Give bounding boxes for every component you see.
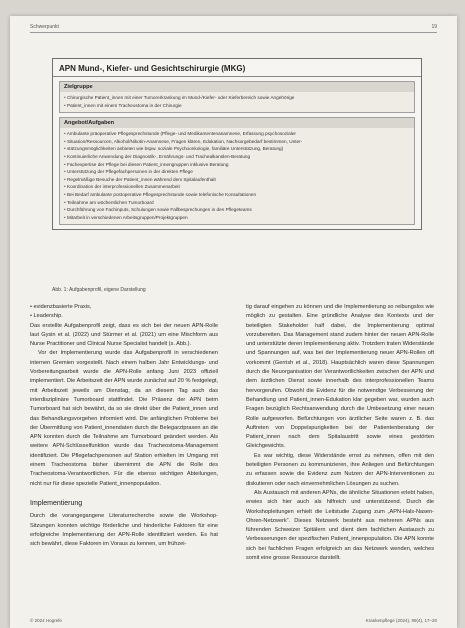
angebot-list [60, 128, 414, 224]
body-paragraph: Es war wichtig, diese Widerstände ernst zu nehmen, offen mit den beteiligten Personen zu kommunizieren, ihre Anliegen und Befürchtungen zu erfassen sowie die Evidenz zum Nutzen der APN-Interventionen zu diskutieren oder nach einvernehmlichen Lösungen zu suchen. [246, 452, 434, 487]
page-footer [30, 618, 437, 623]
page-number: 19 [431, 24, 437, 30]
figure-title: APN Mund-, Kiefer- und Gesichtschirurgie (MKG) [53, 59, 421, 77]
list-item: • Mitarbeit in verschiedenen Arbeitsgruppen/Projektgruppen [64, 214, 410, 222]
angebot-heading: Angebot/Aufgaben [60, 118, 414, 128]
section-label: Schwerpunkt [30, 24, 59, 30]
figure-caption: Abb. 1: Aufgabenprofil, eigene Darstellung [52, 287, 146, 293]
zielgruppe-heading: Zielgruppe [60, 82, 414, 92]
body-paragraph: Durch die vorangegangene Literaturrecherche sowie die Workshop-Sitzungen konnten wichtige förderliche und hinderliche Faktoren für eine erfolgreiche Implementierung der APN-Rolle identifiziert werden. Es hat sich bewährt, diese Faktoren im Voraus zu kennen, um frühzei- [30, 513, 218, 548]
list-item: • Regelmäßige Besuche der Patient_innen während dem Spitalaufenthalt [64, 176, 410, 184]
list-item: • Durchführung von Fachinputs, Schulungen sowie Fallbesprechungen in den Pflegeteams [64, 206, 410, 214]
list-item: • Koordination der interprofessionellen Zusammenarbeit [64, 183, 410, 191]
list-item: • Bei Bedarf ambulante postoperative Pflegesprechstunde sowie telefonische Konsultationen [64, 191, 410, 199]
body-paragraph: Vor der Implementierung wurde das Aufgabenprofil in verschiedenen internen Gremien vorgestellt. Nach einem halben Jahr Entwicklungs- und Vorbereitungsarbeit wurde die APN-Rolle anfang Juni 2023 offiziell implementiert. Die Arbeitszeit der APN wurde zunächst auf 20 % festgelegt, mit Arbeitszeit jeweils am Dienstag, da an diesem Tag auch das interdisziplinäre Tumorboard stattfindet. Die Präsenz der APN beim Tumorboard hat sich bewährt, da so sie direkt über die Patient_innen und das Behandlungsvorgehen informiert wird. Die anfänglichen Probleme bei der Übermittlung von Patient_innendaten durch die Belegarztpraxen an die APN konnten durch die Teilnahme am Tumorboard geändert werden. Als weitere APN-Schlüsselfunktion wurde das Tracheostoma-Management identifiziert. Die Pflegefachpersonen auf Station erhielten im Umgang mit einem Tracheostoma bisher übernimmt die APN die Rolle des Tracheostoma-Verantwortlichen. Für die ebenso wichtigen Abteilungen, nicht nur für diese spezielle Patient_innenpopulation. [30, 350, 218, 487]
body-paragraph: tig darauf eingehen zu können und die Implementierung so reibungslos wie möglich zu gestalten. Eine gründliche Analyse des Kontexts und der beteiligten Stakeholder half dabei, die Implementierung optimal vorzubereiten. Das Management stand zudem hinter der neuen APN-Rolle und unterstützte deren Implementierung aktiv. Trotzdem traten Widerstände und Spannungen auf, was bei der Implementierung neuer APN-Rollen oft vorkommt (Gerrish et al., 2018). Hauptsächlich waren diese Spannungen durch die Neuorganisation der Verantwortlichkeiten zwischen der APN und dem ärztlichen Dienst sowie innerhalb des interprofessionellen Teams hervorgerufen. Obwohl die Evidenz für die notwendige Verbesserung der Behandlung und Patient_innen-Edukation klar gegeben war, wurden auch Fragen bezüglich Rechtsanwendung durch die Umbesetzung einer neuen Rolle aufgeworfen. Befürchtungen von ärztlicher Seite waren z. B. das Auftreten von Doppelspurigkeiten bei der Patientenberatung der Patient_innen nach dem Spitalaustritt sowie eines gestörten Gleichgewichts. [246, 304, 434, 450]
section-heading: Implementierung [30, 499, 83, 507]
list-item: • Ambulante präoperative Pflegesprechstunde (Pflege- und Medikamentenanamnese, Erfassung psychosozialer [64, 130, 410, 138]
running-head [30, 24, 437, 33]
left-column [30, 303, 218, 549]
zielgruppe-box [59, 81, 415, 113]
angebot-box [59, 117, 415, 225]
list-item: • Unterstützung der Pflegefachpersonen in der direkten Pflege [64, 168, 410, 176]
journal-page [10, 16, 457, 628]
list-item: • evidenzbasierte Praxis, [30, 303, 218, 312]
list-item: • Teilnahme am wöchentlichen Tumorboard [64, 199, 410, 207]
list-item: • Chirurgische Patient_innen mit einer Tumorerkrankung im Mund-/Kiefer- oder Kieferbereich sowie Angehörige [64, 94, 410, 102]
right-column [246, 303, 434, 563]
journal-reference: Krankenpflege (2024), 99(4), 17–20 [365, 618, 437, 623]
list-item: • Kontinuierliche Anwendung der Diagnostik-, Ernährungs- und Trachealkanülen-Beratung [64, 153, 410, 161]
body-paragraph: Das erstellte Aufgabenprofil zeigt, dass es sich bei der neuen APN-Rolle laut Gysin et al. (2022) und Stürmer et al. (2021) um eine Mischform aus Nurse Practitioner und Clinical Nurse Specialist handelt (s. Abb.). [30, 322, 218, 348]
list-item: • Situation/Ressourcen, Alkohol/Nikotin-Anamnese, Fragen klären, Edukation, Nachsorgebedarf bestimmen, Unter- [64, 138, 410, 146]
list-item: • Patient_innen mit einem Tracheostoma in der Chirurgie [64, 102, 410, 110]
publisher-note: © 2024 Hogrefe [30, 618, 62, 623]
bullet-list [30, 303, 218, 322]
zielgruppe-list [60, 92, 414, 112]
list-item: • Leadership. [30, 312, 218, 321]
list-item: • stützungsmöglichkeiten anbieten wie bspw. soziale Psychoonkologie, familiäre Unterstützung, Beratung) [64, 145, 410, 153]
figure-apn-profile [52, 58, 422, 230]
body-paragraph: Als Austausch mit anderen APNs, die ähnliche Situationen erlebt haben, erwies sich hier auch als hilfreich und unterstützend. Durch die Workshopleitungen erhielt die Leitstudie Zugang zum „APN-Hals-Nasen-Ohren-Netzwerk“. Dieses Netzwerk besteht aus mehreren APNs aus führenden Schweizer Spitälern und dient dem fachlichen Austausch zu Verbesserungen der spezifischen Patient_innenpopulation. Die APN konnte sich bei fachlichen Fragen erfolgreich an das Netzwerk wenden, welches somit eine grosse Ressource darstellt. [246, 489, 434, 562]
list-item: • Fachexpertise der Pflege bei diesen Patient_innengruppen inklusive Beratung [64, 161, 410, 169]
